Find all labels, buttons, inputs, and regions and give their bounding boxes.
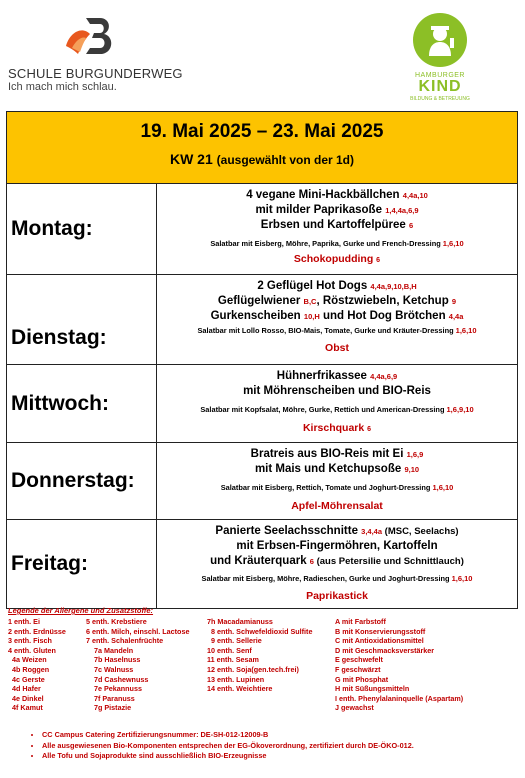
allergen-codes: 1,4,4a,6,9 (385, 206, 419, 215)
week-note: (ausgewählt von der 1d) (216, 153, 355, 167)
dish-text: mit Mais und Ketchupsoße (254, 463, 405, 475)
legend-item: 11 enth. Sesam (207, 655, 259, 665)
dessert-text: Obst (325, 342, 349, 354)
legend-item: G mit Phosphat (335, 674, 389, 684)
dish-line (159, 294, 515, 309)
legend-item: 1 enth. Ei (8, 617, 40, 626)
dish-line (159, 188, 515, 203)
dessert (159, 590, 515, 602)
day-menu (157, 275, 517, 364)
day-menu (157, 365, 517, 442)
salad-bar (159, 238, 515, 249)
legend-item: E geschwefelt (335, 655, 383, 665)
salad-text: Salatbar mit Lollo Rosso, BIO-Mais, Tomate, Gurke und Kräuter-Dressing (197, 326, 456, 335)
partner-name: KIND (418, 78, 462, 95)
salad-bar (159, 573, 515, 584)
legend-item: 14 enth. Weichtiere (207, 684, 273, 694)
school-name: SCHULE BURGUNDERWEG (8, 66, 183, 81)
legend-item: 4f Kamut (12, 703, 43, 713)
allergen-codes: B,C (303, 297, 317, 306)
dish-line (159, 218, 515, 233)
day-row-donnerstag (7, 443, 517, 520)
legend-item: A mit Farbstoff (335, 617, 386, 626)
day-label: Freitag: (7, 520, 157, 608)
legend-title: Legende der Allergene und Zusatzstoffe: (8, 606, 154, 615)
legend-item: 7a Mandeln (94, 645, 134, 655)
legend-item: 10 enth. Senf (207, 645, 252, 655)
legend-item: 8 enth. Schwefeldioxid Sulfite (211, 626, 313, 636)
dish-text: und Kräuterquark (210, 555, 310, 567)
legend-column-3 (207, 617, 335, 713)
day-label: Donnerstag: (7, 443, 157, 519)
allergen-codes: 3,4,4a (361, 527, 383, 536)
legend-item: 7f Paranuss (94, 693, 135, 703)
legend-columns (8, 617, 518, 713)
legend-item: 9 enth. Sellerie (211, 636, 262, 646)
dish-line (159, 554, 515, 569)
day-label: Mittwoch: (7, 365, 157, 442)
school-slogan: Ich mach mich schlau. (8, 81, 117, 93)
legend-item: 3 enth. Fisch (8, 636, 52, 646)
dish-line (159, 384, 515, 399)
note-item: • Alle ausgewiesenen Bio-Komponenten entsprechen der EG-Ökoverordnung, zertifiziert durch DE-ÖKO-012. (42, 741, 414, 752)
weekly-menu-table (6, 111, 518, 609)
dish-line (159, 369, 515, 384)
allergen-codes: 9,10 (404, 465, 420, 474)
allergen-codes: 1,6,9,10 (446, 405, 474, 414)
day-menu (157, 520, 517, 608)
allergen-codes: 6 (376, 257, 381, 264)
legend-item: 7b Haselnuss (94, 655, 141, 665)
allergen-codes: 4,4a (448, 312, 464, 321)
dish-note: (aus Petersilie und Schnittlauch) (313, 556, 464, 567)
dish-text: 4 vegane Mini-Hackbällchen (246, 189, 403, 201)
dish-text: mit milder Paprikasoße (255, 204, 386, 216)
allergen-codes: 6 (409, 221, 414, 230)
dish-line (159, 309, 515, 324)
legend-item: C mit Antioxidationsmittel (335, 636, 424, 646)
allergen-codes: 6 (367, 426, 372, 433)
salad-text: Salatbar mit Eisberg, Rettich, Tomate und Joghurt-Dressing (220, 483, 433, 492)
day-row-mittwoch (7, 365, 517, 443)
legend-item: 7d Cashewnuss (94, 674, 149, 684)
dessert-text: Kirschquark (302, 422, 368, 434)
allergen-codes: 1,6,10 (442, 239, 464, 248)
dish-line (159, 462, 515, 477)
allergen-codes: 6 (309, 557, 314, 566)
dessert (159, 253, 515, 265)
menu-dates: 19. Mai 2025 – 23. Mai 2025 (140, 121, 384, 142)
allergen-legend (8, 606, 518, 713)
week-number: KW 21 (169, 151, 213, 167)
legend-item: 13 enth. Lupinen (207, 674, 265, 684)
note-item: • Alle Tofu und Sojaprodukte sind ausschließlich BIO-Erzeugnisse (42, 751, 414, 762)
dish-text: , Röstzwiebeln, Ketchup (316, 295, 452, 307)
dish-text: mit Erbsen-Fingermöhren, Kartoffeln (236, 540, 438, 552)
salad-bar (159, 482, 515, 493)
dessert (159, 342, 515, 354)
dish-line (159, 279, 515, 294)
dish-line (159, 524, 515, 539)
note-item: • CC Campus Catering Zertifizierungsnummer: DE-SH-012-12009-B (42, 730, 414, 741)
school-logo (8, 16, 183, 96)
partner-sub: BILDUNG & BETREUUNG (410, 96, 470, 102)
dish-text: und Hot Dog Brötchen (319, 310, 449, 322)
allergen-codes: 10,H (303, 312, 320, 321)
dish-text: Bratreis aus BIO-Reis mit Ei (250, 448, 407, 460)
day-label: Montag: (7, 184, 157, 274)
legend-item: 12 enth. Soja(gen.tech.frei) (207, 664, 299, 674)
dessert (159, 422, 515, 434)
day-menu (157, 443, 517, 519)
legend-item: B mit Konservierungsstoff (335, 626, 426, 636)
legend-column-2 (86, 617, 207, 713)
dish-text: mit Möhrenscheiben und BIO-Reis (243, 385, 431, 397)
dish-line (159, 539, 515, 554)
dessert-text: Apfel-Möhrensalat (291, 500, 383, 512)
salad-text: Salatbar mit Eisberg, Möhre, Paprika, Gurke und French-Dressing (210, 239, 443, 248)
legend-item: 5 enth. Krebstiere (86, 617, 147, 626)
day-row-dienstag (7, 275, 517, 365)
day-row-montag (7, 184, 517, 275)
allergen-codes: 4,4a,10 (402, 191, 428, 200)
legend-item: I enth. Phenylalaninquelle (Aspartam) (335, 693, 464, 703)
allergen-codes: 1,6,9 (406, 450, 424, 459)
dish-text: Panierte Seelachsschnitte (215, 525, 362, 537)
dessert-text: Schokopudding (293, 253, 377, 265)
legend-item: 6 enth. Milch, einschl. Lactose (86, 626, 190, 636)
legend-column-4 (335, 617, 515, 713)
allergen-codes: 4,4a,9,10,B,H (370, 282, 417, 291)
fox-b-logo-icon (56, 16, 116, 68)
allergen-codes: 4,4a,6,9 (370, 372, 398, 381)
legend-column-1 (8, 617, 86, 713)
menu-week (7, 143, 517, 167)
dish-text: Erbsen und Kartoffelpüree (260, 219, 410, 231)
salad-bar (159, 404, 515, 415)
salad-bar (159, 325, 515, 336)
legend-item: 4 enth. Gluten (8, 645, 56, 655)
dish-line (159, 447, 515, 462)
dish-text: Geflügelwiener (217, 295, 304, 307)
legend-item: J gewachst (335, 703, 374, 713)
dessert (159, 500, 515, 512)
menu-header (7, 112, 517, 184)
legend-item: 7g Pistazie (94, 703, 132, 713)
certification-notes (32, 730, 414, 762)
legend-item: 7 enth. Schalenfrüchte (86, 636, 164, 646)
hamburger-kind-logo-icon (412, 12, 468, 68)
day-label: Dienstag: (7, 275, 157, 364)
legend-item: H mit Süßungsmitteln (335, 684, 410, 694)
legend-item: 7c Walnuss (94, 664, 134, 674)
dish-note: (MSC, Seelachs) (382, 526, 459, 537)
legend-item: 4b Roggen (12, 664, 50, 674)
allergen-codes: 1,6,10 (455, 326, 477, 335)
partner-top: HAMBURGER (414, 72, 465, 79)
legend-item: 7h Macadamianuss (207, 617, 273, 626)
partner-logo (405, 12, 475, 104)
legend-item: 4e Dinkel (12, 693, 44, 703)
allergen-codes: 1,6,10 (451, 574, 473, 583)
legend-item: F geschwärzt (335, 664, 381, 674)
legend-item: 2 enth. Erdnüsse (8, 626, 66, 636)
dish-text: Gurkenscheiben (210, 310, 304, 322)
dish-text: Hühnerfrikassee (276, 370, 371, 382)
dessert-text: Paprikastick (306, 590, 368, 602)
day-row-freitag (7, 520, 517, 608)
salad-text: Salatbar mit Kopfsalat, Möhre, Gurke, Rettich und American-Dressing (200, 405, 447, 414)
allergen-codes: 9 (451, 297, 457, 306)
salad-text: Salatbar mit Eisberg, Möhre, Radieschen, Gurke und Joghurt-Dressing (201, 574, 452, 583)
legend-item: 7e Pekannuss (94, 684, 142, 694)
legend-item: D mit Geschmacksverstärker (335, 645, 435, 655)
legend-item: 4d Hafer (12, 684, 41, 694)
allergen-codes: 1,6,10 (432, 483, 454, 492)
day-menu (157, 184, 517, 274)
legend-item: 4c Gerste (12, 674, 45, 684)
dish-text: 2 Geflügel Hot Dogs (257, 280, 371, 292)
legend-item: 4a Weizen (12, 655, 47, 665)
dish-line (159, 203, 515, 218)
